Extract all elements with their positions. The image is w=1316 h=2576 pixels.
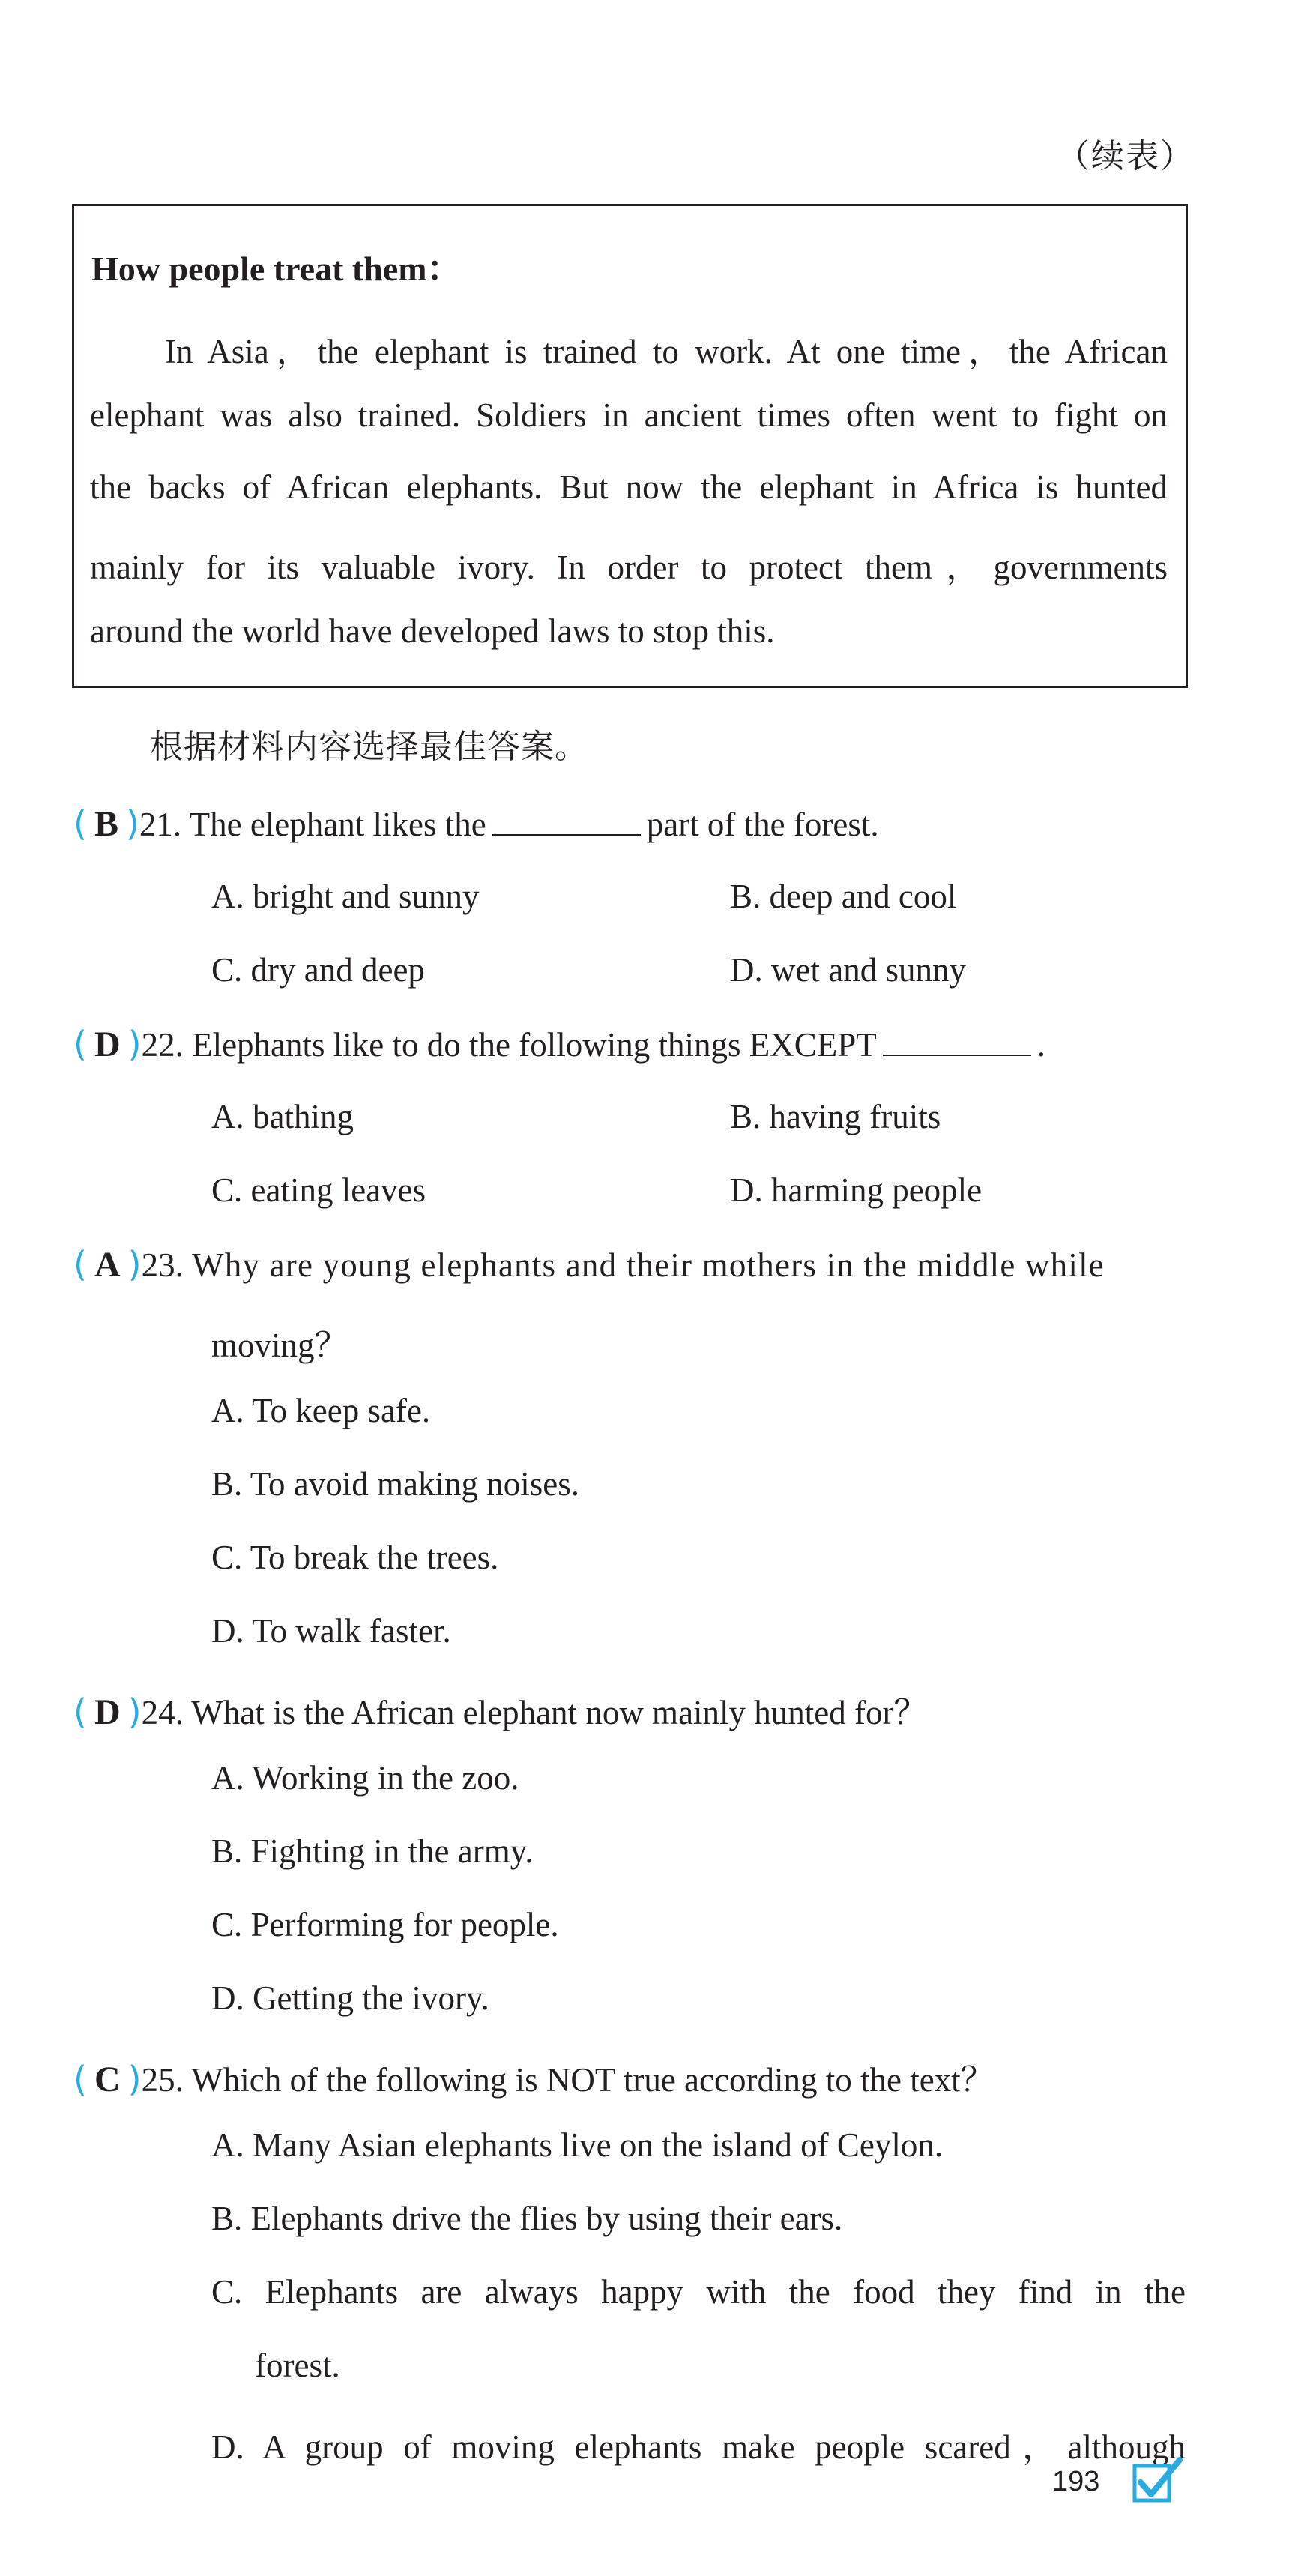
answer-blank (883, 1026, 1031, 1056)
option-21-a: A. bright and sunny (211, 878, 480, 915)
passage-line-4: mainly for its valuable ivory. In order to protect them，governments (90, 549, 1168, 586)
answer-paren-open: ( (73, 1024, 87, 1064)
answer-paren-close: ) (127, 1244, 142, 1285)
question-25 (73, 2052, 994, 2097)
question-stem: What is the African elephant now mainly hunted for？ (191, 1694, 928, 1731)
option-22-d: D. harming people (730, 1171, 983, 1209)
question-23-stem-line2: moving？ (211, 1327, 348, 1364)
answer-blank (492, 806, 641, 836)
answer-paren-open: ( (73, 2059, 87, 2099)
answer-paren-open: ( (73, 1692, 87, 1732)
answer-paren-close: ) (125, 803, 139, 844)
question-stem: Which of the following is NOT true according to the text？ (191, 2061, 994, 2099)
option-21-c: C. dry and deep (211, 951, 425, 989)
option-22-b: B. having fruits (730, 1098, 941, 1135)
option-24-a: A. Working in the zoo. (211, 1759, 519, 1797)
answer-23: A (94, 1245, 121, 1285)
answer-paren-open: ( (73, 803, 87, 844)
passage-line-3: the backs of African elephants. But now the elephant in Africa is hunted (90, 468, 1168, 506)
question-stem-line1: Why are young elephants and their mothers in the middle while (192, 1246, 1105, 1284)
question-21 (73, 803, 879, 848)
answer-paren-close: ) (127, 2059, 142, 2099)
question-stem-after: . (1036, 1026, 1045, 1064)
question-23 (73, 1244, 1196, 1289)
option-25-d: D. A group of moving elephants make people scared，although (211, 2428, 1186, 2466)
option-25-c: C. Elephants are always happy with the food they find in the (211, 2273, 1186, 2311)
option-21-d: D. wet and sunny (730, 951, 966, 989)
question-number: 23. (141, 1246, 184, 1284)
answer-21: B (94, 804, 118, 844)
option-22-a: A. bathing (211, 1098, 354, 1135)
option-21-b: B. deep and cool (730, 878, 957, 915)
option-24-c: C. Performing for people. (211, 1906, 559, 1943)
question-number: 22. (141, 1026, 184, 1064)
answer-22: D (94, 1025, 121, 1064)
option-25-b: B. Elephants drive the flies by using their ears. (211, 2200, 843, 2237)
continued-label: （续表） (1057, 138, 1195, 175)
option-24-d: D. Getting the ivory. (211, 1979, 489, 2017)
answer-paren-open: ( (73, 1244, 87, 1285)
question-number: 25. (141, 2061, 184, 2099)
option-25-c-cont: forest. (255, 2347, 340, 2384)
option-22-c: C. eating leaves (211, 1171, 426, 1209)
passage-line-1: In Asia，the elephant is trained to work. At one time，the African (165, 333, 1168, 370)
passage-title: How people treat them： (91, 250, 462, 288)
passage-line-2: elephant was also trained. Soldiers in ancient times often went to fight on (90, 396, 1168, 434)
answer-24: D (94, 1692, 121, 1732)
checkbox-check-icon (1130, 2455, 1184, 2509)
question-stem-after: part of the forest. (646, 806, 879, 843)
answer-paren-close: ) (127, 1692, 142, 1732)
question-stem-before: Elephants like to do the following things EXCEPT (192, 1026, 877, 1064)
option-23-b: B. To avoid making noises. (211, 1465, 580, 1503)
option-23-d: D. To walk faster. (211, 1612, 451, 1650)
option-25-a: A. Many Asian elephants live on the island of Ceylon. (211, 2126, 944, 2164)
question-stem-before: The elephant likes the (189, 806, 486, 843)
passage-line-5: around the world have developed laws to stop this. (90, 612, 775, 650)
question-24 (73, 1685, 928, 1730)
instruction: 根据材料内容选择最佳答案。 (150, 728, 588, 766)
question-number: 24. (141, 1694, 184, 1731)
option-23-a: A. To keep safe. (211, 1392, 431, 1429)
option-24-b: B. Fighting in the army. (211, 1833, 534, 1870)
option-23-c: C. To break the trees. (211, 1539, 499, 1576)
answer-25: C (94, 2060, 121, 2099)
question-22 (73, 1024, 1045, 1069)
answer-paren-close: ) (127, 1024, 142, 1064)
page-number: 193 (1052, 2466, 1100, 2497)
question-number: 21. (139, 806, 182, 843)
